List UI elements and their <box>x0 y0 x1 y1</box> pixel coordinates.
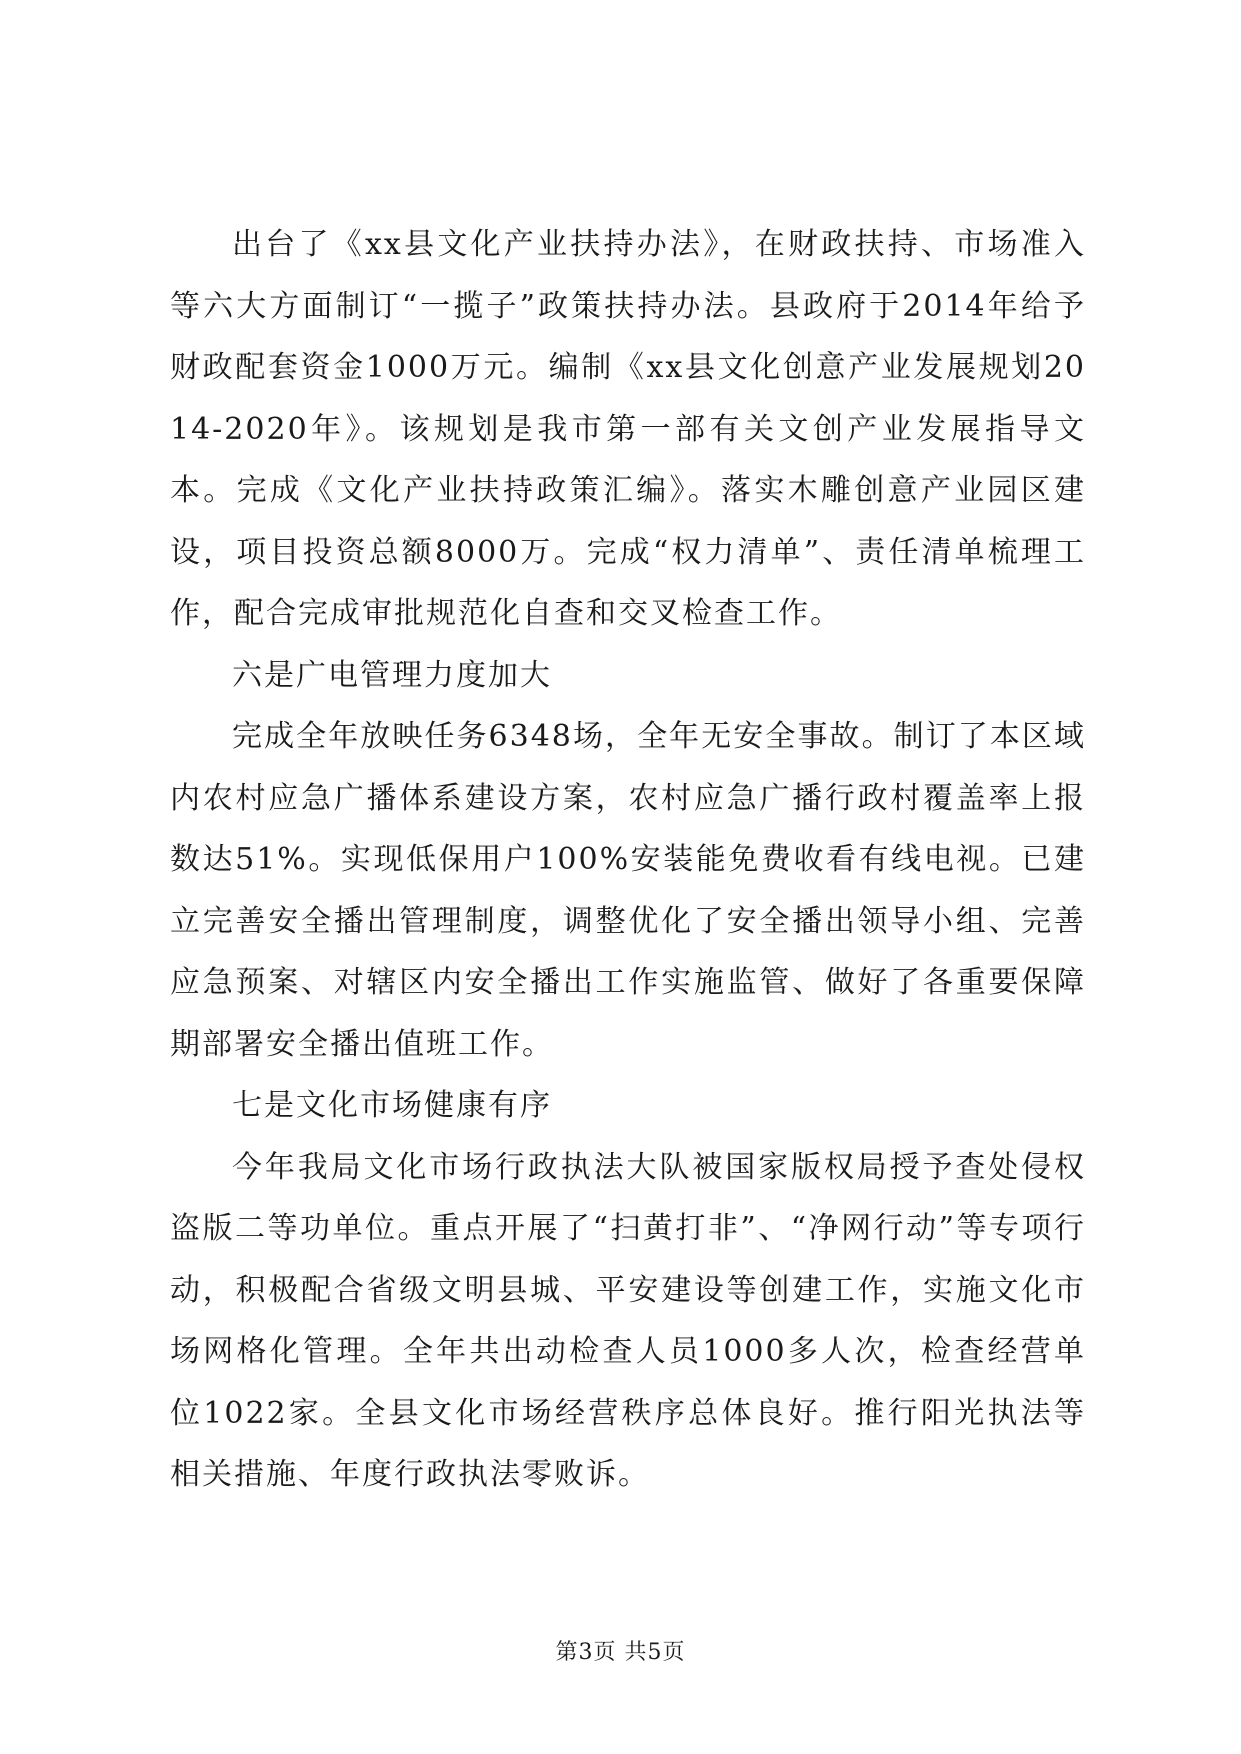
paragraph-broadcast-management: 完成全年放映任务6348场，全年无安全事故。制订了本区域内农村应急广播体系建设方案，农村应急广播行政村覆盖率上报数达51%。实现低保用户100%安装能免费收看有线电视。已建立完善安全播出管理制度，调整优化了安全播出领导小组、完善应急预案、对辖区内安全播出工作实施监管、做好了各重要保障期部署安全播出值班工作。 <box>170 719 1086 1062</box>
section-heading-broadcast: 六是广电管理力度加大 <box>232 657 552 693</box>
page-footer: 第3页 共5页 <box>555 1640 686 1665</box>
section-heading-cultural-market: 七是文化市场健康有序 <box>232 1088 552 1123</box>
paragraph-cultural-market: 今年我局文化市场行政执法大队被国家版权局授予查处侵权盗版二等功单位。重点开展了“扫黄打非”、“净网行动”等专项行动，积极配合省级文明县城、平安建设等创建工作，实施文化市场网格化管理。全年共出动检查人员1000多人次，检查经营单位1022家。全县文化市场经营秩序总体良好。推行阳光执法等相关措施、年度行政执法零败诉。 <box>170 1149 1086 1492</box>
document-body <box>170 214 1086 1506</box>
paragraph-cultural-industry-policy: 出台了《xx县文化产业扶持办法》，在财政扶持、市场准入等六大方面制订“一揽子”政策扶持办法。县政府于2014年给予财政配套资金1000万元。编制《xx县文化创意产业发展规划2014-2020年》。该规划是我市第一部有关文创产业发展指导文本。完成《文化产业扶持政策汇编》。落实木雕创意产业园区建设，项目投资总额8000万。完成“权力清单”、责任清单梳理工作，配合完成审批规范化自查和交叉检查工作。 <box>170 227 1086 631</box>
